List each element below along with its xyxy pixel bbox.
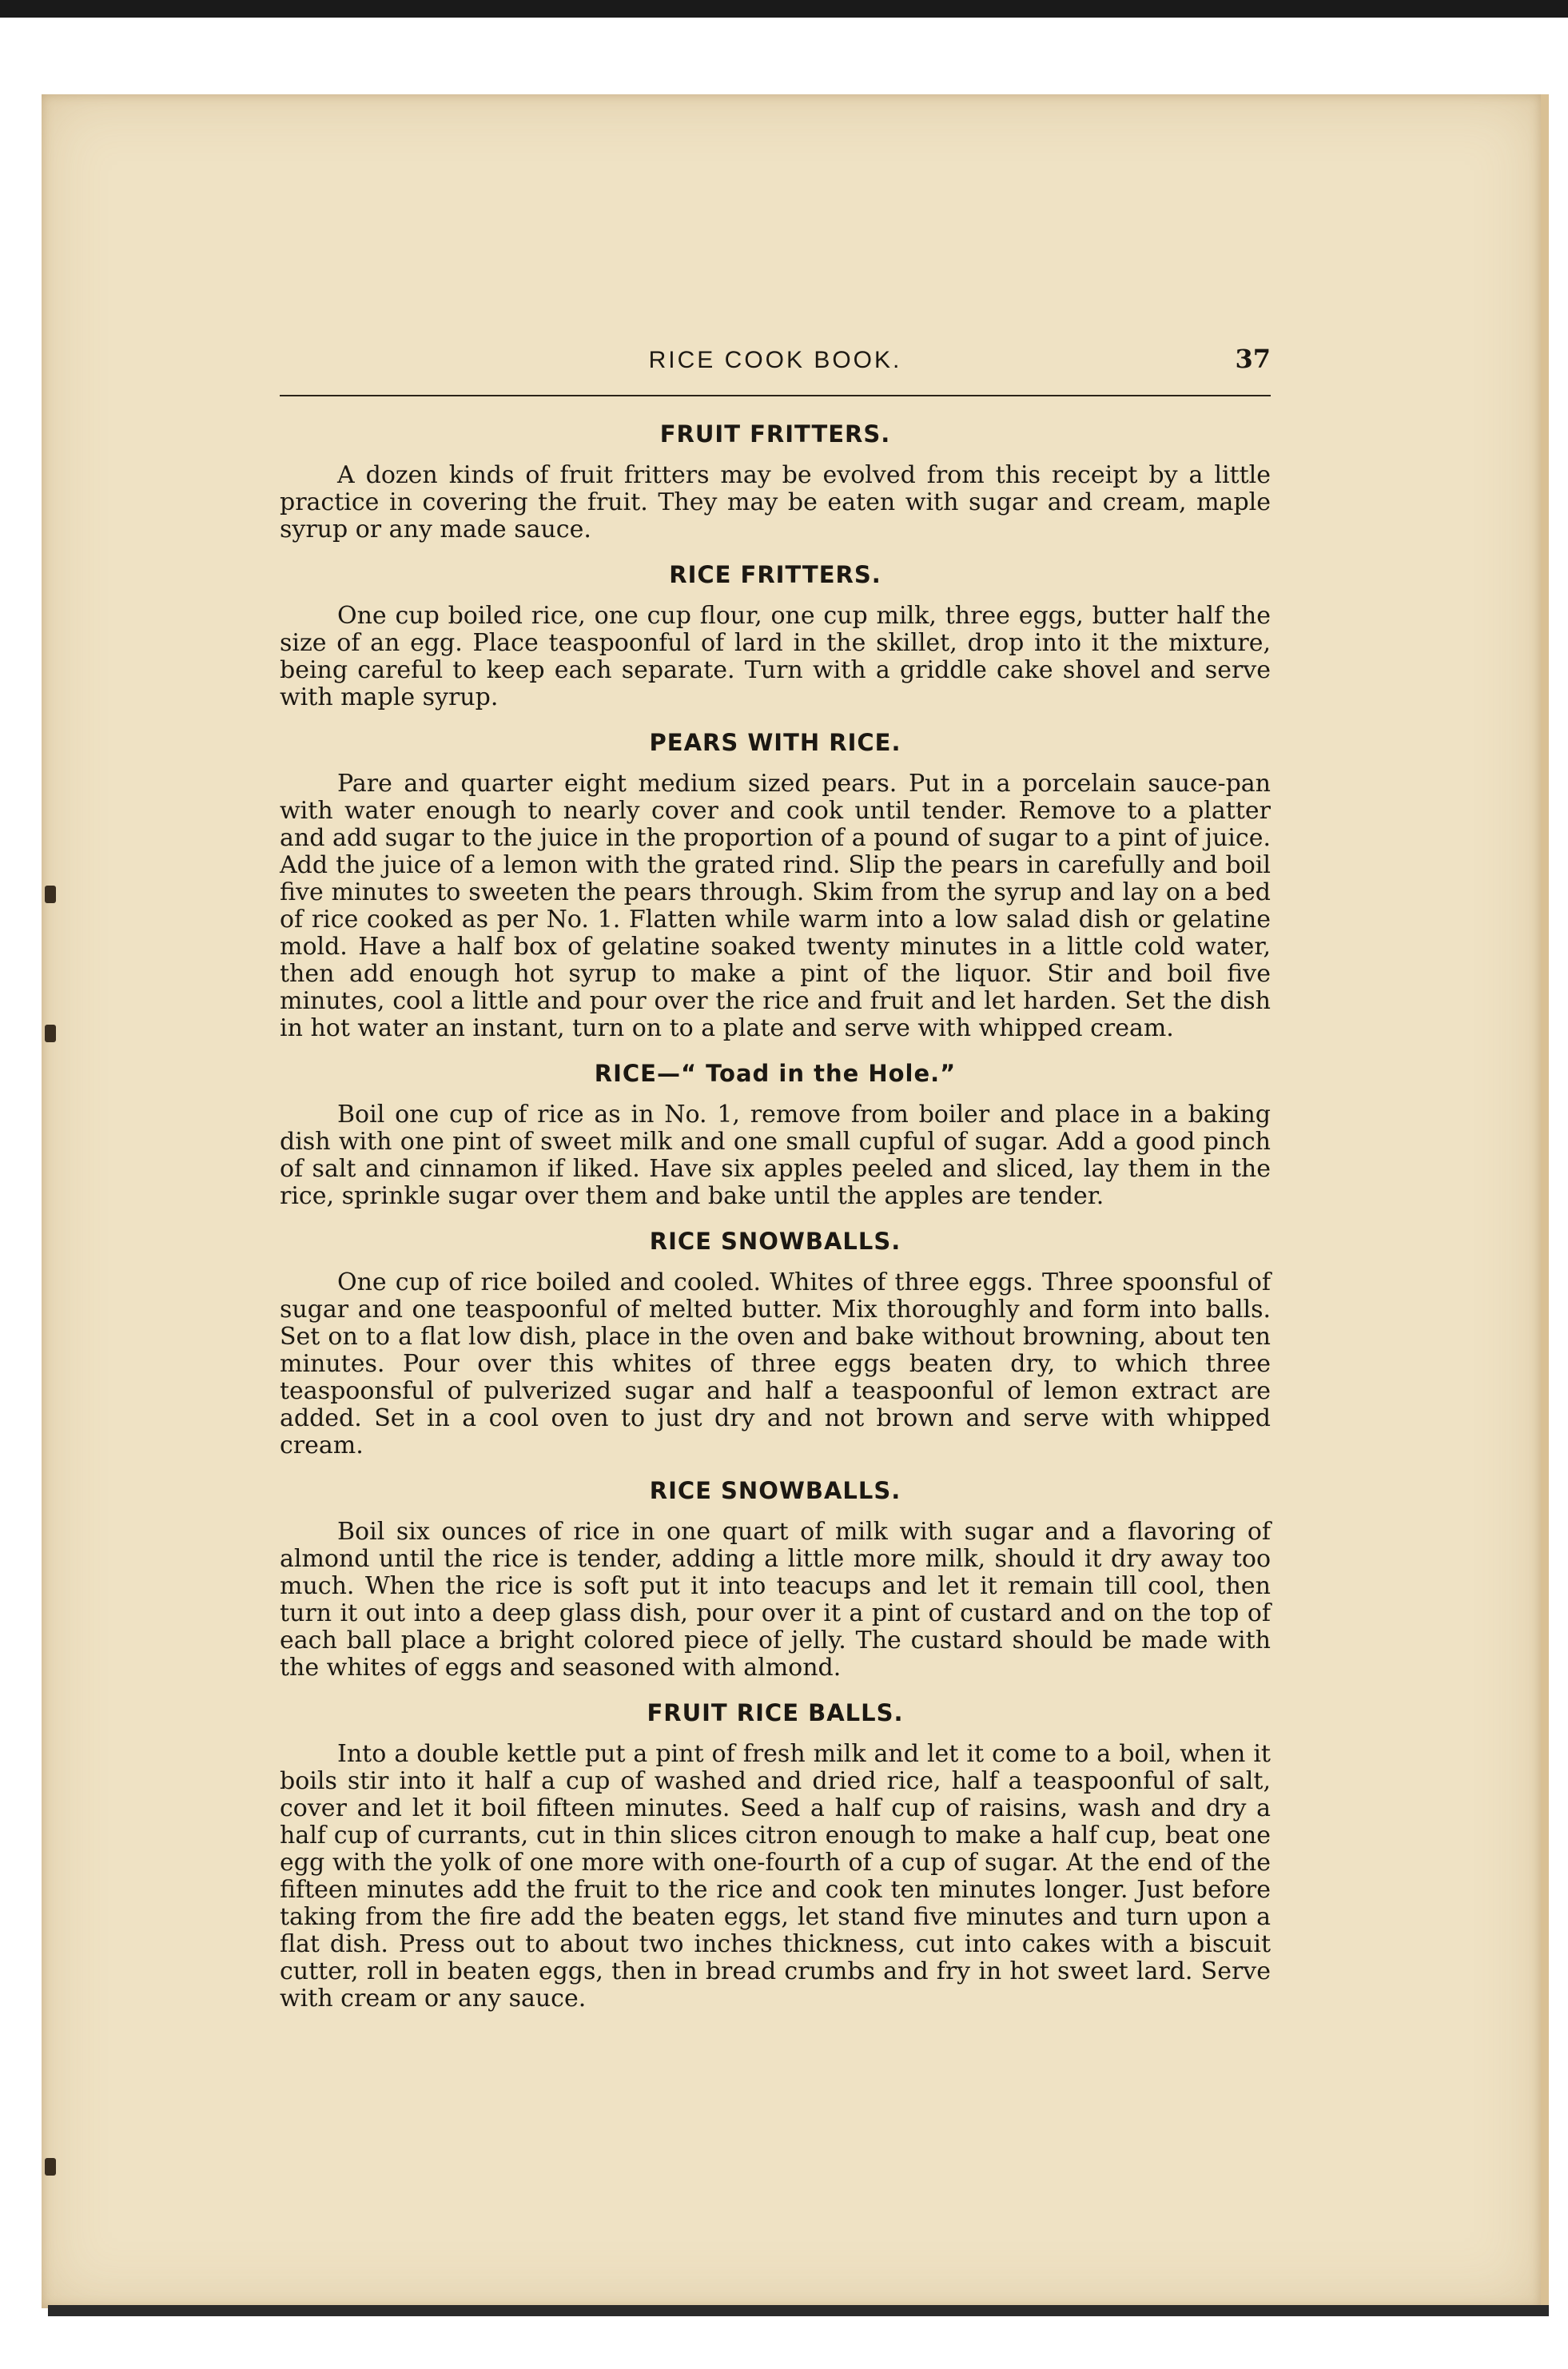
binding-stitch bbox=[45, 2158, 56, 2176]
recipe-rice-fritters bbox=[280, 561, 1271, 711]
recipe-body: One cup of rice boiled and cooled. Whites of three eggs. Three spoonsful of sugar and one teaspoonful of melted butter. Mix thoroughly and form into balls. Set on to a flat low dish, place in the oven and bake without browning, about ten minutes. Pour over this whites of three eggs beaten dry, to which three teaspoonsful of pulverized sugar and half a teaspoonful of lemon extract are added. Set in a cool oven to just dry and not brown and serve with whipped cream. bbox=[280, 1268, 1271, 1459]
running-head bbox=[280, 344, 1271, 395]
binding-stitch bbox=[45, 1025, 56, 1042]
scan-top-edge bbox=[0, 0, 1568, 18]
recipe-body: Boil one cup of rice as in No. 1, remove from boiler and place in a baking dish with one pint of sweet milk and one small cupful of sugar. Add a good pinch of salt and cinnamon if liked. Have six apples peeled and sliced, lay them in the rice, sprinkle sugar over them and bake until the apples are tender. bbox=[280, 1101, 1271, 1210]
running-title: RICE COOK BOOK. bbox=[648, 347, 902, 373]
recipe-title: RICE SNOWBALLS. bbox=[649, 1228, 901, 1255]
recipe-title: RICE FRITTERS. bbox=[669, 561, 882, 588]
recipe-body: Pare and quarter eight medium sized pears. Put in a porcelain sauce-pan with water enough to nearly cover and cook until tender. Remove to a platter and add sugar to the juice in the proportion of a pound of sugar to a pint of juice. Add the juice of a lemon with the grated rind. Slip the pears in carefully and boil five minutes to sweeten the pears through. Skim from the syrup and lay on a bed of rice cooked as per No. 1. Flatten while warm into a low salad dish or gelatine mold. Have a half box of gelatine soaked twenty minutes in a little cold water, then add enough hot syrup to make a pint of the liquor. Stir and boil five minutes, cool a little and pour over the rice and fruit and let harden. Set the dish in hot water an instant, turn on to a plate and serve with whipped cream. bbox=[280, 770, 1271, 1042]
page-number: 37 bbox=[1235, 344, 1271, 374]
recipe-title: PEARS WITH RICE. bbox=[649, 729, 901, 756]
recipe-toad-in-the-hole bbox=[280, 1060, 1271, 1210]
page-content bbox=[280, 344, 1271, 2030]
recipe-pears-with-rice bbox=[280, 729, 1271, 1042]
recipe-title: RICE SNOWBALLS. bbox=[649, 1477, 901, 1504]
recipe-body: Boil six ounces of rice in one quart of milk with sugar and a flavoring of almond until the rice is tender, adding a little more milk, should it dry away too much. When the rice is soft put it into teacups and let it remain till cool, then turn it out into a deep glass dish, pour over it a pint of custard and on the top of each ball place a bright colored piece of jelly. The custard should be made with the whites of eggs and seasoned with almond. bbox=[280, 1518, 1271, 1682]
page-bottom-edge bbox=[48, 2305, 1549, 2316]
recipe-title: RICE—“ Toad in the Hole.” bbox=[594, 1060, 957, 1087]
binding-stitch bbox=[45, 886, 56, 903]
recipe-fruit-rice-balls bbox=[280, 1699, 1271, 2013]
recipe-body: A dozen kinds of fruit fritters may be evolved from this receipt by a little practice in covering the fruit. They may be eaten with sugar and cream, maple syrup or any made sauce. bbox=[280, 461, 1271, 543]
recipe-body: One cup boiled rice, one cup flour, one cup milk, three eggs, butter half the size of an egg. Place teaspoonful of lard in the skillet, drop into it the mixture, being careful to keep each separate. Turn with a griddle cake shovel and serve with maple syrup. bbox=[280, 602, 1271, 711]
header-rule bbox=[280, 395, 1271, 396]
recipe-rice-snowballs-2 bbox=[280, 1477, 1271, 1682]
recipe-title: FRUIT FRITTERS. bbox=[659, 420, 891, 448]
recipe-rice-snowballs-1 bbox=[280, 1228, 1271, 1459]
recipe-body: Into a double kettle put a pint of fresh milk and let it come to a boil, when it boils stir into it half a cup of washed and dried rice, half a teaspoonful of salt, cover and let it boil fifteen minutes. Seed a half cup of raisins, wash and dry a half cup of currants, cut in thin slices citron enough to make a half cup, beat one egg with the yolk of one more with one-fourth of a cup of sugar. At the end of the fifteen minutes add the fruit to the rice and cook ten minutes longer. Just before taking from the fire add the beaten eggs, let stand five minutes and turn upon a flat dish. Press out to about two inches thickness, cut into cakes with a biscuit cutter, roll in beaten eggs, then in bread crumbs and fry in hot sweet lard. Serve with cream or any sauce. bbox=[280, 1740, 1271, 2013]
recipe-title: FRUIT RICE BALLS. bbox=[647, 1699, 904, 1726]
recipe-fruit-fritters bbox=[280, 420, 1271, 543]
